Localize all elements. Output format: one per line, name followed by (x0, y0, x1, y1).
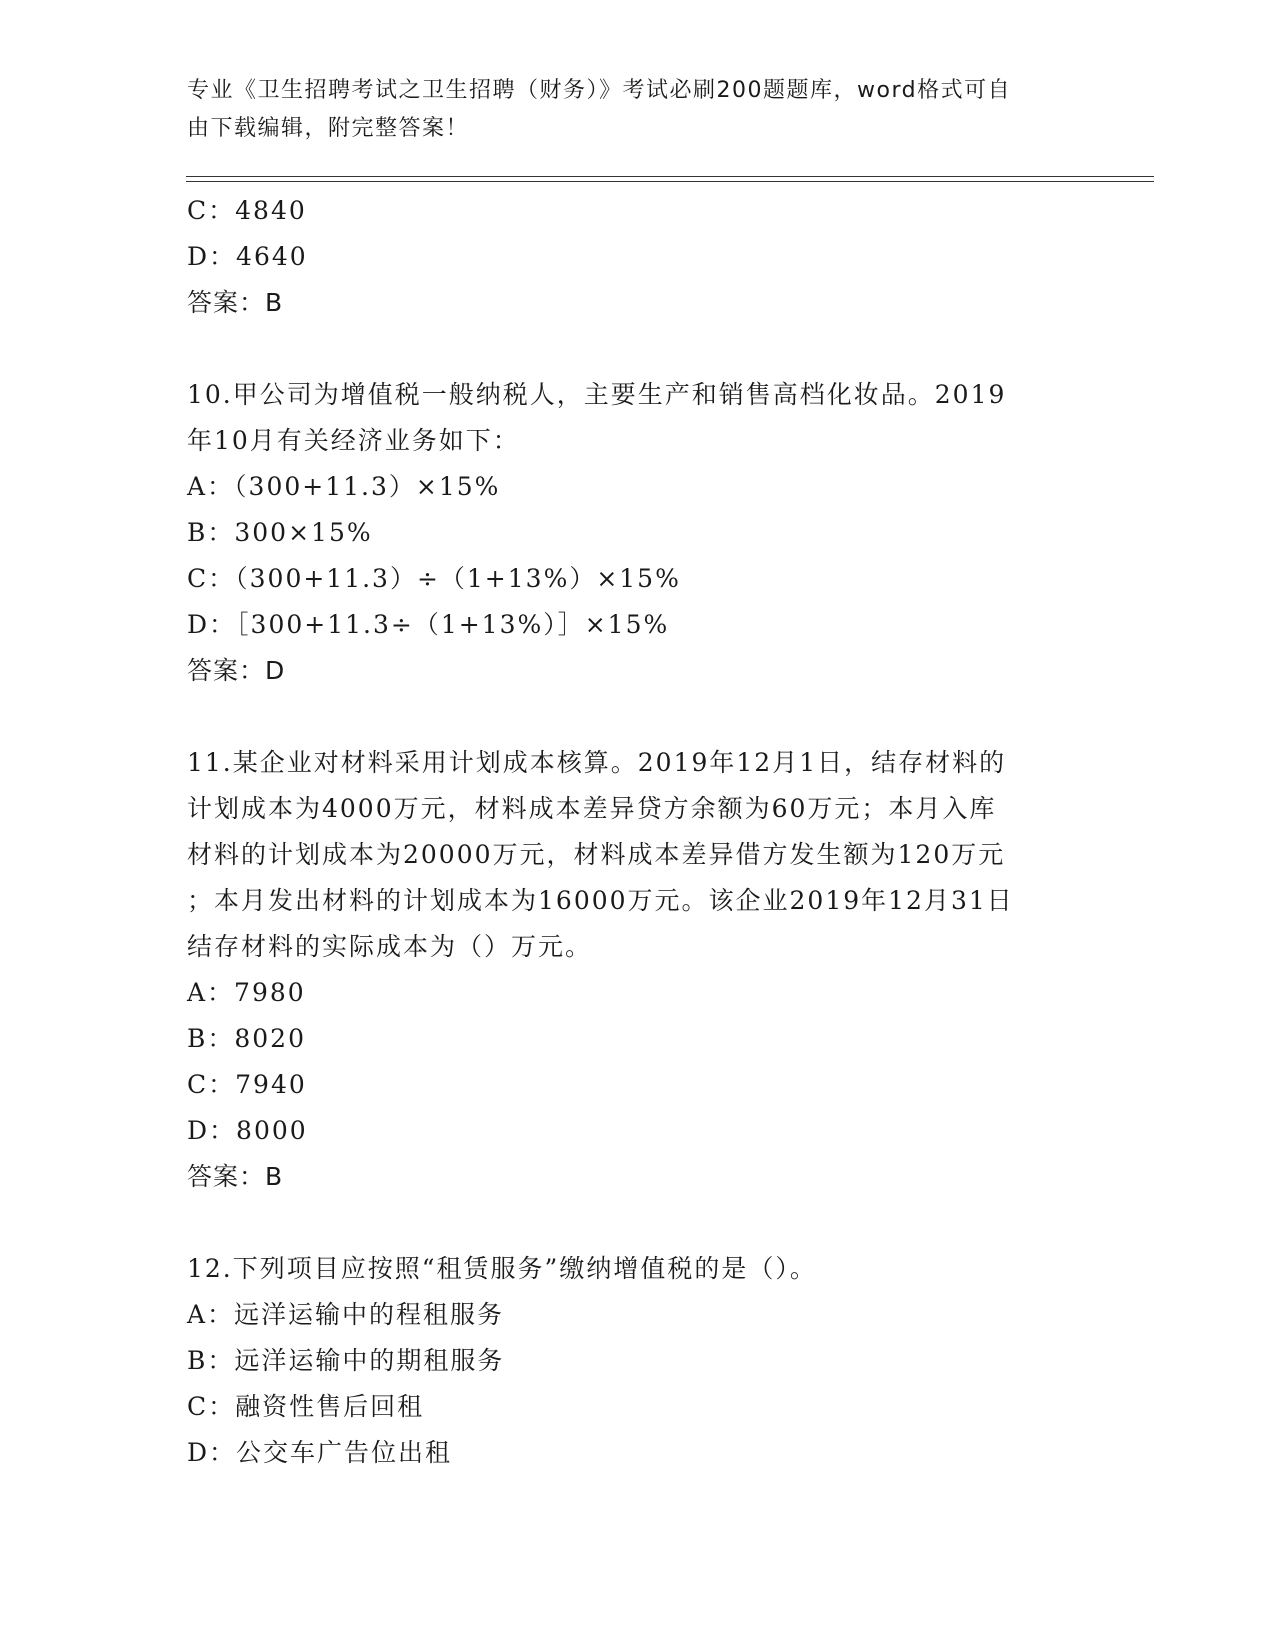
question-text-line: 12.下列项目应按照“租赁服务”缴纳增值税的是（）。 (187, 1254, 817, 1283)
option-b: B：远洋运输中的期租服务 (187, 1346, 505, 1375)
option-b: B：300×15% (187, 518, 373, 547)
option-c: C：（300+11.3）÷（1+13%）×15% (187, 564, 681, 593)
spacer (187, 1200, 1087, 1246)
question-text-line: 10.甲公司为增值税一般纳税人，主要生产和销售高档化妆品。2019 (187, 380, 1007, 409)
header-divider-bottom (186, 181, 1154, 182)
option-c: C：4840 (187, 196, 307, 225)
carryover-block (187, 188, 1087, 326)
question-11 (187, 740, 1087, 1200)
option-a: A：7980 (187, 978, 306, 1007)
question-text-line: ；本月发出材料的计划成本为16000万元。该企业2019年12月31日 (187, 886, 1014, 915)
answer-line: 答案：D (187, 656, 286, 685)
question-text-line: 材料的计划成本为20000万元，材料成本差异借方发生额为120万元 (187, 840, 1006, 869)
answer-line: 答案：B (187, 1162, 284, 1191)
spacer (187, 694, 1087, 740)
header-line-1: 专业《卫生招聘考试之卫生招聘（财务）》考试必刷200题题库，word格式可自 (187, 78, 1012, 103)
option-d: D：4640 (187, 242, 308, 271)
answer-line: 答案：B (187, 288, 284, 317)
page-header (187, 72, 1067, 148)
header-line-2: 由下载编辑，附完整答案！ (187, 116, 470, 141)
spacer (187, 326, 1087, 372)
question-content (187, 188, 1087, 1476)
option-a: A：远洋运输中的程租服务 (187, 1300, 505, 1329)
option-d: D：［300+11.3÷（1+13%）］×15% (187, 610, 670, 639)
option-c: C：7940 (187, 1070, 307, 1099)
question-text-line: 年10月有关经济业务如下： (187, 426, 520, 455)
question-text-line: 11.某企业对材料采用计划成本核算。2019年12月1日，结存材料的 (187, 748, 1007, 777)
option-d: D：8000 (187, 1116, 308, 1145)
option-d: D：公交车广告位出租 (187, 1438, 453, 1467)
option-b: B：8020 (187, 1024, 306, 1053)
question-10 (187, 372, 1087, 694)
option-c: C：融资性售后回租 (187, 1392, 425, 1421)
header-divider-top (186, 176, 1154, 177)
question-12 (187, 1246, 1087, 1476)
question-text-line: 计划成本为4000万元，材料成本差异贷方余额为60万元；本月入库 (187, 794, 997, 823)
option-a: A：（300+11.3）×15% (187, 472, 501, 501)
question-text-line: 结存材料的实际成本为（）万元。 (187, 932, 593, 961)
